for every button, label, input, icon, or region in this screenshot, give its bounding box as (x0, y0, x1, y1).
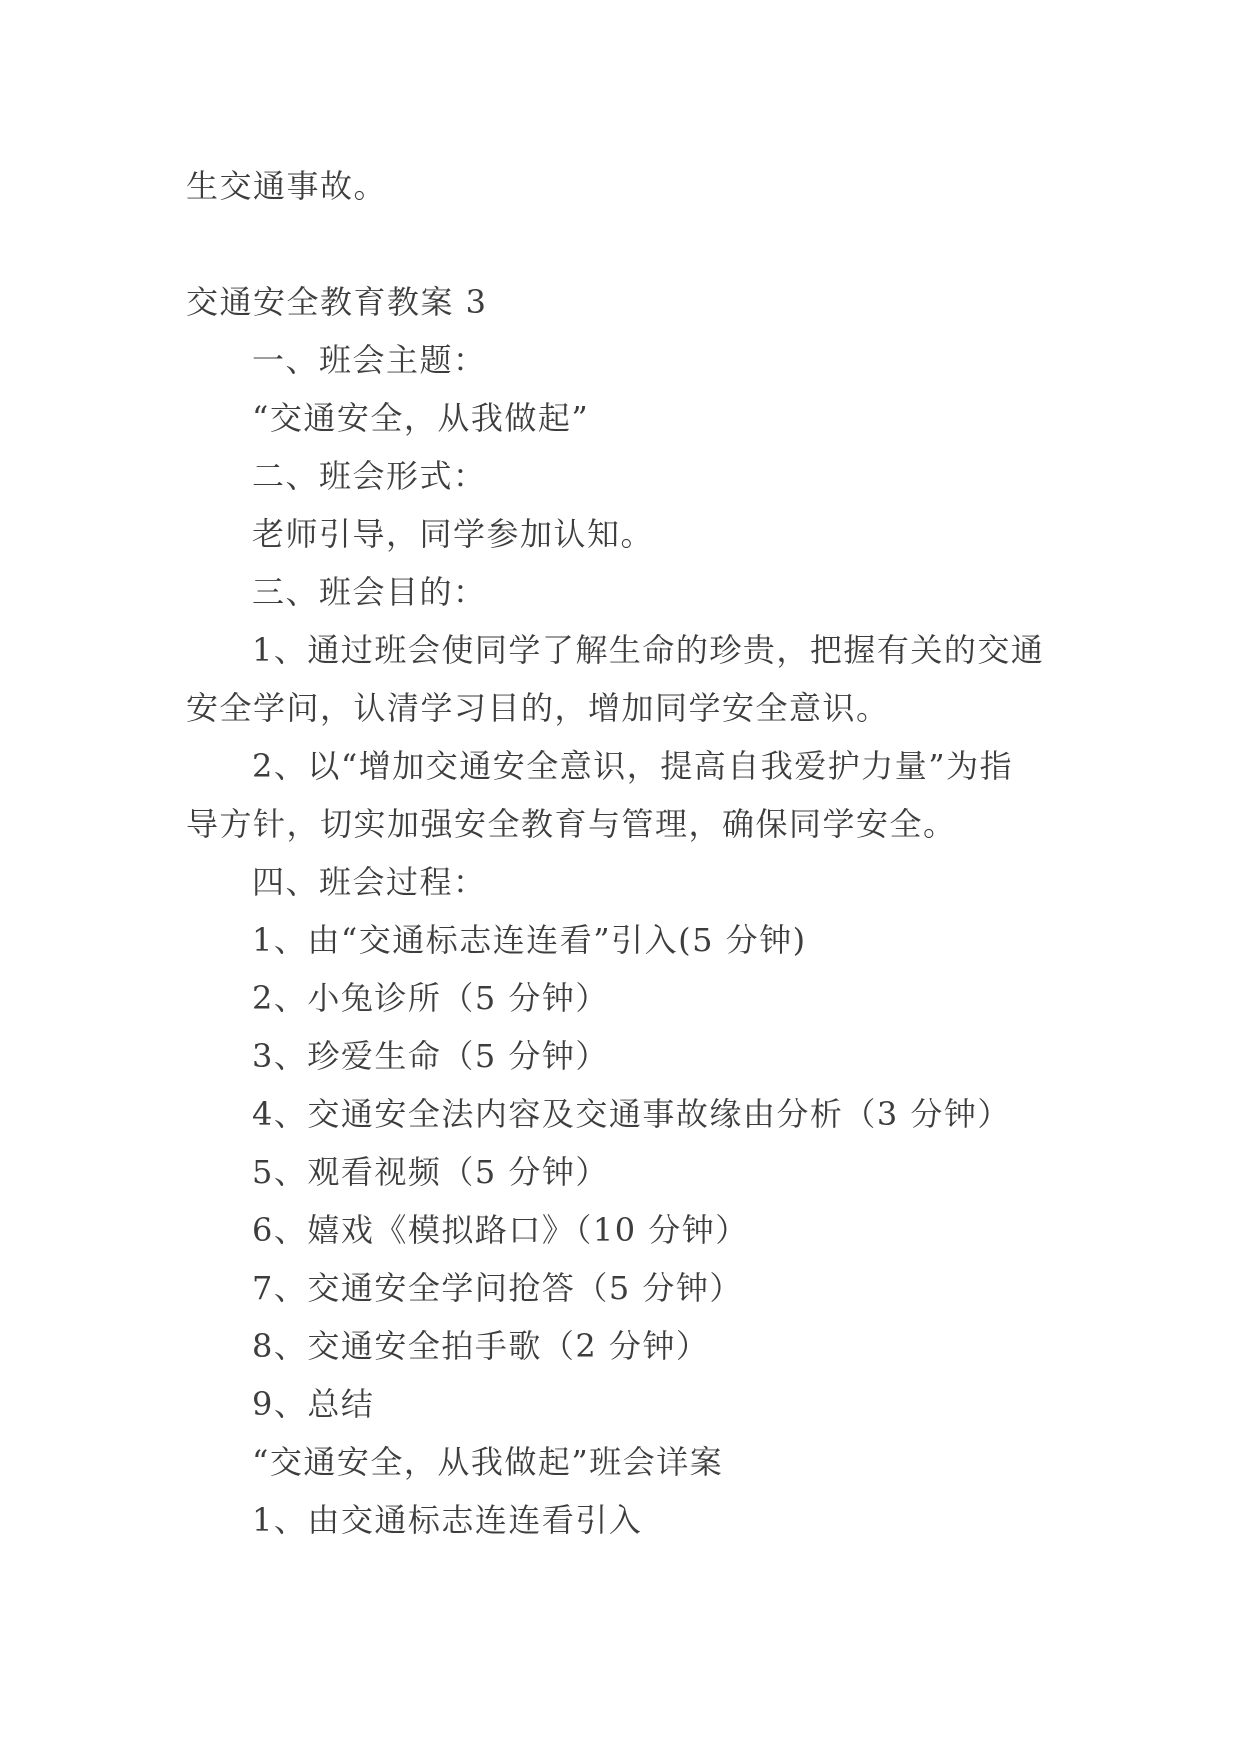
process-item-8: 8、交通安全拍手歌（2 分钟） (252, 1327, 710, 1365)
purpose-1-line-2: 安全学问，认清学习目的，增加同学安全意识。 (186, 689, 890, 727)
section-1-heading: 一、班会主题： (252, 341, 487, 379)
detail-plan-title: “交通安全，从我做起”班会详案 (252, 1443, 724, 1481)
purpose-1-line-1: 1、通过班会使同学了解生命的珍贵，把握有关的交通 (252, 631, 1045, 669)
purpose-2-line-2: 导方针，切实加强安全教育与管理，确保同学安全。 (186, 805, 957, 843)
theme-quote-line: “交通安全，从我做起” (252, 399, 590, 437)
detail-item-1: 1、由交通标志连连看引入 (252, 1501, 643, 1539)
process-item-5: 5、观看视频（5 分钟） (252, 1153, 609, 1191)
blank-line (186, 215, 1091, 273)
section-4-heading: 四、班会过程： (252, 863, 487, 901)
process-item-9: 9、总结 (252, 1385, 375, 1423)
section-2-heading: 二、班会形式： (252, 457, 487, 495)
process-item-1: 1、由“交通标志连连看”引入(5 分钟) (252, 921, 807, 959)
purpose-2-line-1: 2、以“增加交通安全意识，提高自我爱护力量”为指 (252, 747, 1014, 785)
process-item-3: 3、珍爱生命（5 分钟） (252, 1037, 609, 1075)
document-body (186, 157, 1091, 1549)
form-line: 老师引导，同学参加认知。 (252, 515, 655, 553)
process-item-4: 4、交通安全法内容及交通事故缘由分析（3 分钟） (252, 1095, 1011, 1133)
section-3-heading: 三、班会目的： (252, 573, 487, 611)
body-continuation-line: 生交通事故。 (186, 167, 388, 205)
process-item-2: 2、小兔诊所（5 分钟） (252, 979, 609, 1017)
doc-title: 交通安全教育教案 3 (186, 283, 488, 321)
process-item-7: 7、交通安全学问抢答（5 分钟） (252, 1269, 743, 1307)
process-item-6: 6、嬉戏《模拟路口》（10 分钟） (252, 1211, 749, 1249)
